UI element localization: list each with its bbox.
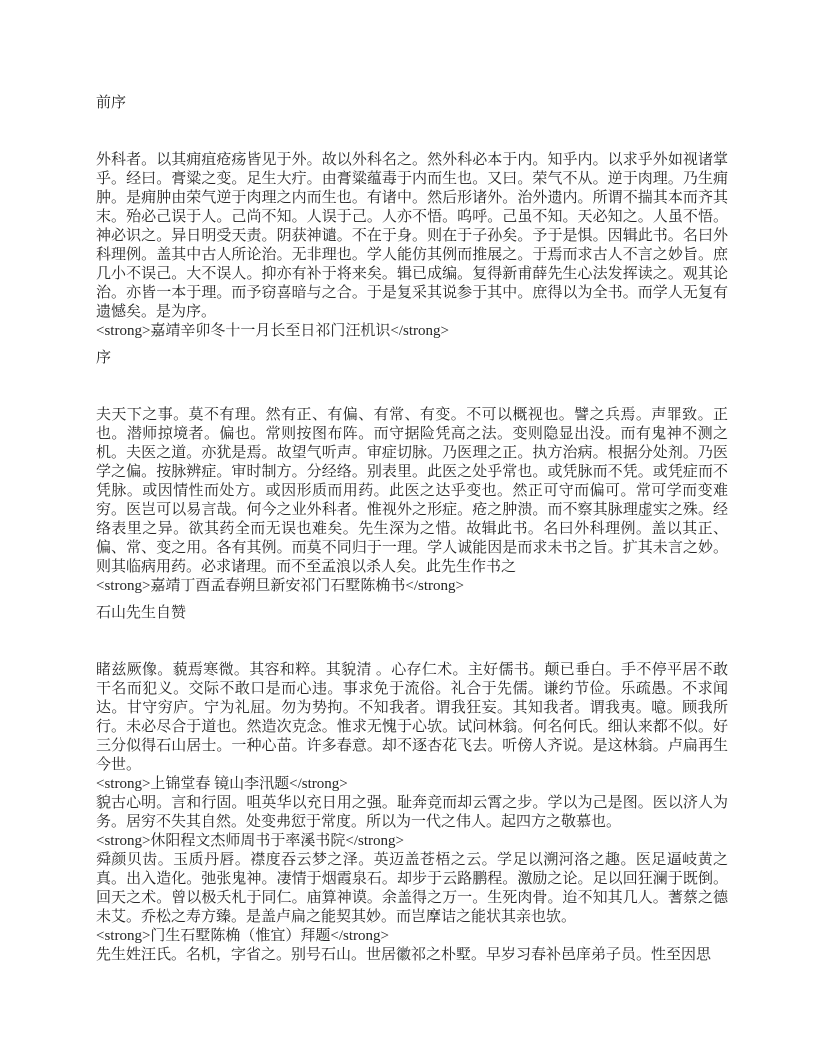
paragraph-shunyan-beichi: 舜颜贝齿。玉质丹唇。襟度吞云梦之泽。英迈盖苍梧之云。学足以溯河洛之趣。医足逼岐黄之真。出入造化。弛张鬼神。凄情于烟霞泉石。却步于云路鹏程。激励之论。足以回狂澜于既倒。回天之术。曾以极夭札于同仁。庙算神谟。余盖得之万一。生死肉骨。迨不知其几人。蓍蔡之德未艾。乔松之寿方臻。是盖卢扁之能契其妙。而岂摩诘之能状其亲也欤。 bbox=[96, 852, 728, 925]
paragraph-front-preface: 外科者。以其痈疽疮疡皆见于外。故以外科名之。然外科必本于内。知乎内。以求乎外如视诸掌乎。经曰。膏粱之变。足生大疔。由膏粱蕴毒于内而生也。又曰。荣气不从。逆于肉理。乃生痈肿。是痈肿由荣气逆于肉理之内而生也。有诸中。然后形诸外。治外遗内。所谓不揣其本而齐其末。殆必己误于人。己尚不知。人误于己。人亦不悟。呜呼。己虽不知。天必知之。人虽不悟。神必识之。异日明受天责。阴获神谴。不在于身。则在于子孙矣。予于是惧。因辑此书。名曰外科理例。盖其中古人所论治。无非理也。学人能仿其例而推展之。于焉而求古人不言之妙旨。庶几小不误己。大不误人。抑亦有补于将来矣。辑已成编。复得新甫薛先生心法发挥读之。观其论治。亦皆一本于理。而予窃喜暗与之合。于是复采其说参于其中。庶得以为全书。而学人无复有遗憾矣。是为序。 bbox=[96, 152, 728, 320]
paragraph-maogu-xinming: 貌古心明。言和行固。咀英华以充日用之强。耻奔竞而却云霄之步。学以为己是图。医以济人为务。居穷不失其自然。处变弗愆于常度。所以为一代之伟人。起四方之敬慕也。 bbox=[96, 795, 728, 830]
attribution-line-chenjue: <strong>嘉靖丁酉孟春朔旦新安祁门石墅陈桷书</strong> bbox=[96, 578, 465, 594]
paragraph-self-eulogy: 睹兹厥像。藐焉寒微。其容和粹。其貌清 。心存仁术。主好儒书。颠已垂白。手不停平居不敢干名而犯义。交际不敢口是而心违。事求免于流俗。礼合于先儒。谦约节俭。乐疏愚。不求闻达。甘守穷庐。宁为礼屈。勿为势拘。不知我者。谓我狂妄。其知我者。谓我夷。噫。顾我所行。未必尽合于道也。然造次克念。惟求无愧于心欤。试问林翁。何名何氏。细认来都不似。好三分似得石山居士。一种心苗。许多春意。却不逐杏花飞去。听傍人齐说。是这林翁。卢扁再生今世。 bbox=[96, 662, 728, 773]
paragraph-preface: 夫天下之事。莫不有理。然有正、有偏、有常、有变。不可以概视也。譬之兵焉。声罪致。正也。潜师掠境者。偏也。常则按图布阵。而守据险凭高之法。变则隐显出没。而有鬼神不测之机。夫医之道。亦犹是焉。故望气听声。审症切脉。乃医理之正。执方治病。根据分处剂。乃医学之偏。按脉辨症。审时制方。分经络。别表里。此医之处乎常也。或凭脉而不凭。或凭症而不凭脉。或因情性而处方。或因形质而用药。此医之达乎变也。然正可守而偏可。常可学而变难穷。医岂可以易言哉。何今之业外科者。惟视外之形症。疮之肿溃。而不察其脉理虚实之殊。经络表里之异。欲其药全而无误也难矣。先生深为之惜。故辑此书。名曰外科理例。盖以其正、偏、常、变之用。各有其例。而莫不同归于一理。学人诚能因是而求未书之旨。扩其未言之妙。则其临病用药。必求诸理。而不至孟浪以杀人矣。此先生作书之 bbox=[96, 407, 728, 575]
attribution-line-lixun: <strong>上锦堂春 镜山李汛题</strong> bbox=[96, 776, 348, 792]
section-heading-self-eulogy: 石山先生自赞 bbox=[96, 605, 187, 621]
section-heading-front-preface: 前序 bbox=[96, 95, 127, 111]
attribution-line-chenjue-weiyi: <strong>门生石墅陈桷（惟宜）拜题</strong> bbox=[96, 928, 390, 944]
attribution-line-wangji: <strong>嘉靖辛卯冬十一月长至日祁门汪机识</strong> bbox=[96, 323, 450, 339]
section-preface bbox=[96, 349, 728, 596]
section-heading-preface: 序 bbox=[96, 350, 112, 366]
attribution-line-chengwenjie: <strong>休阳程文杰师周书于率溪书院</strong> bbox=[96, 833, 405, 849]
paragraph-biography-start: 先生姓汪氏。名机，字省之。别号石山。世居徽祁之朴墅。早岁习春补邑庠弟子员。性至因思 bbox=[96, 947, 712, 963]
section-front-preface bbox=[96, 94, 728, 341]
section-self-eulogy bbox=[96, 604, 728, 965]
